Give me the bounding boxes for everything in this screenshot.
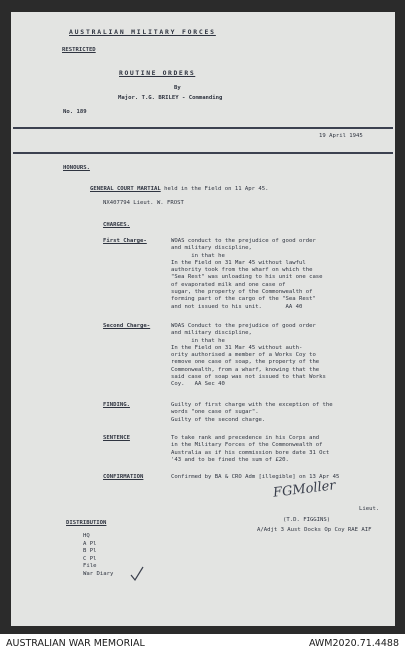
footer-credit: AUSTRALIAN WAR MEMORIAL [6, 638, 145, 649]
distribution-item: B Pl [83, 548, 97, 555]
second-charge-text: WOAS Conduct to the prejudice of good order and military discipline, in that he In the Field on 31 Mar 45 without auth- ority authorised a member of a Works Coy to remove one case of soap, the property of the Commonwealth, from a wharf, knowing that the said case of soap was not issued to that Works Coy. AA Sec 40 [171, 323, 326, 388]
classification: RESTRICTED [62, 47, 96, 53]
footer-bar [0, 634, 405, 653]
first-charge-text: WOAS conduct to the prejudice of good order and military discipline, in that he In the Field on 31 Mar 45 without lawful authority took from the wharf on which the "Sea Rest" was unloading to his unit one case of evaporated milk and one case of sugar, the property of the Commonwealth of forming part of the cargo of the "Sea Rest" and not issued to his unit. AA 40 [171, 238, 323, 310]
court-martial-line [90, 186, 269, 193]
sentence-label: SENTENCE [103, 435, 130, 441]
order-date: 19 April 1945 [319, 133, 363, 139]
sentence-text: To take rank and precedence in his Corps and in the Military Forces of the Commonwealth of Australia as if his commission bore date 31 Oct '43 and to be fined the sum of £20. [171, 435, 330, 463]
document-title: ROUTINE ORDERS [119, 69, 196, 77]
second-charge-label: Second Charge- [103, 323, 151, 329]
accused-line: NX407794 Lieut. W. FROST [103, 200, 184, 206]
distribution-item: File [83, 563, 97, 570]
court-martial-title: GENERAL COURT MARTIAL [90, 186, 161, 192]
court-martial-text: held in the Field on 11 Apr 45. [160, 186, 269, 192]
confirmation-label: CONFIRMATION [103, 474, 144, 480]
rule-top [13, 127, 393, 129]
rule-second [13, 152, 393, 154]
document-page [11, 12, 395, 626]
signatory-rank: Lieut. [359, 506, 380, 512]
document-heading: AUSTRALIAN MILITARY FORCES [69, 28, 216, 36]
author-line: Major. T.G. BRILEY - Commanding [118, 95, 223, 101]
distribution-item: War Diary [83, 570, 114, 577]
signatory-title: A/Adjt 3 Aust Docks Op Coy RAE AIF [257, 527, 372, 533]
confirmation-text: Confirmed by BA & CRO Adm [illegible] on 13 Apr 45 [171, 474, 340, 480]
distribution-item: A Pl [83, 540, 97, 547]
footer-accession: AWM2020.71.4488 [308, 638, 399, 649]
distribution-item: C Pl [83, 555, 97, 562]
distribution-label: DISTRIBUTION [66, 520, 107, 526]
finding-text: Guilty of first charge with the exception of the words "one case of sugar". Guilty of the second charge. [171, 402, 333, 423]
by-label: By [174, 85, 181, 91]
finding-label: FINDING. [103, 402, 130, 408]
section-heading: HONOURS. [63, 165, 90, 171]
distribution-list [83, 533, 113, 579]
checkmark-icon [129, 566, 145, 582]
first-charge-label: First Charge- [103, 238, 147, 244]
distribution-item: HQ [83, 533, 90, 539]
order-number: No. 189 [63, 109, 87, 115]
charges-label: CHARGES. [103, 222, 130, 228]
signature: FGMoller [272, 478, 337, 501]
signatory-name: (T.D. FIGGINS) [283, 517, 331, 523]
